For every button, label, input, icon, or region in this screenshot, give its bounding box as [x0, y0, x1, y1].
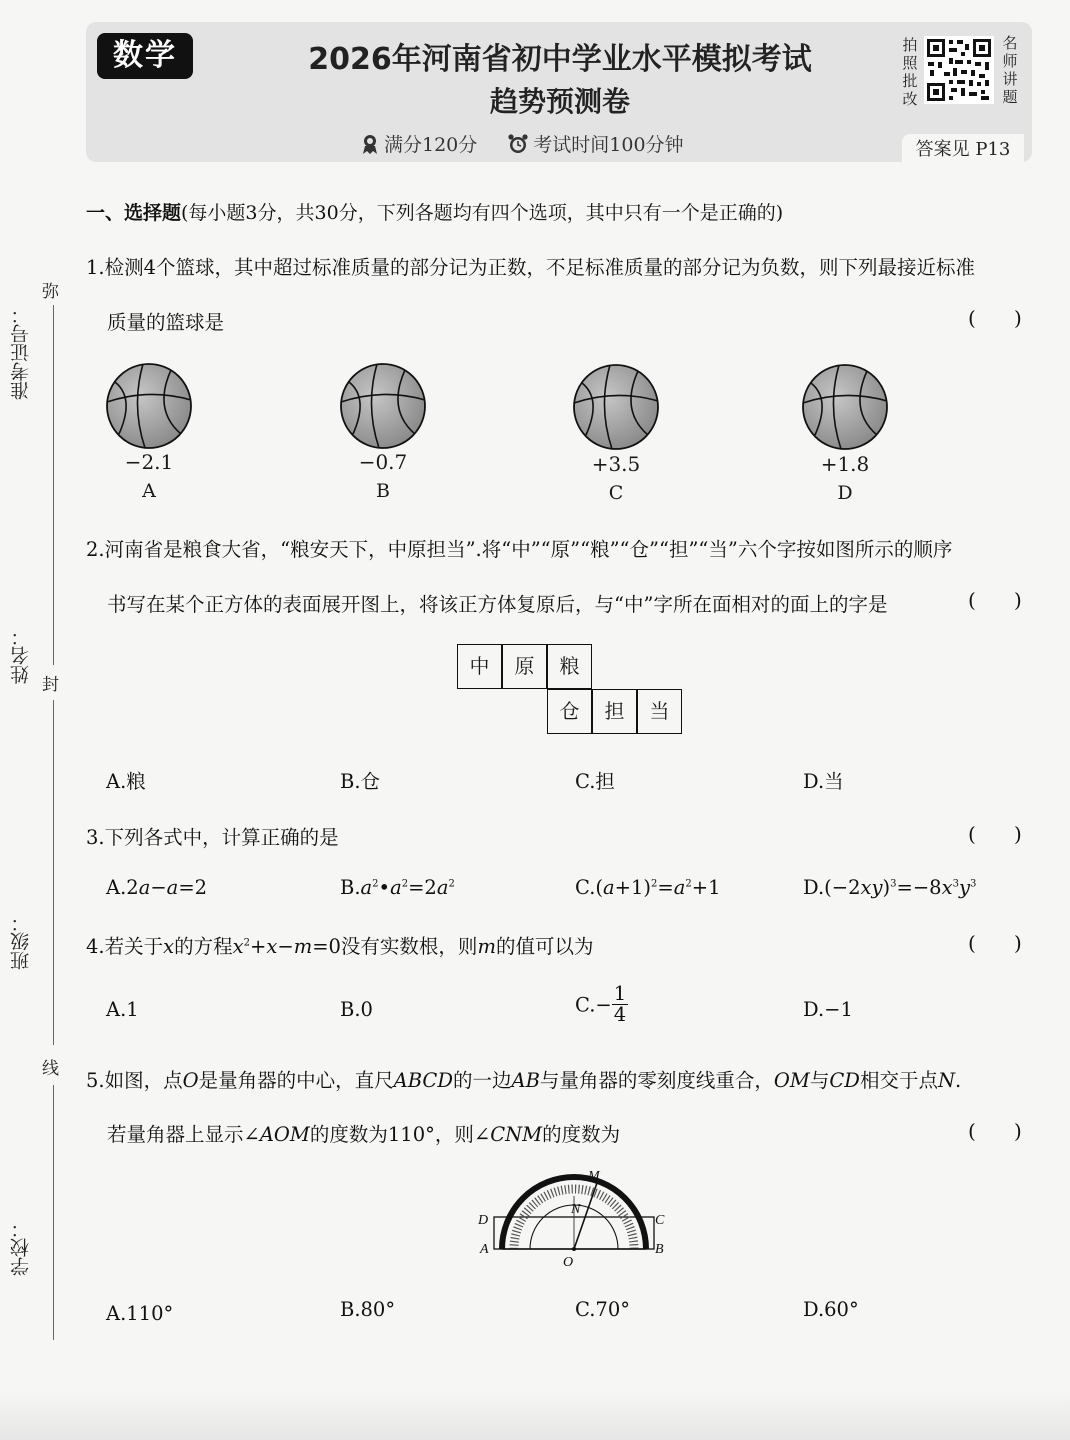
full-score-text: 满分120分: [384, 134, 478, 156]
exam-title: 2026年河南省初中学业水平模拟考试: [308, 42, 812, 77]
seal-line: [53, 305, 54, 665]
label-m: M: [588, 1169, 600, 1184]
q5-option-d[interactable]: D.60°: [803, 1298, 859, 1321]
fraction-one-quarter: $\frac{1}{4}$: [613, 982, 627, 1027]
q4-option-d[interactable]: D.−1: [803, 998, 853, 1021]
q4-stem: 4.若关于x的方程$x^2+x-m=0$没有实数根，则m的值可以为: [86, 935, 594, 958]
q4-answer-blank[interactable]: ( ): [968, 931, 1022, 955]
section-heading: [86, 198, 783, 225]
exam-time: [507, 130, 683, 157]
net-cell-dan: 担: [592, 689, 637, 734]
net-cell-yuan: 原: [502, 644, 547, 689]
qr-left-caption: 拍 照 批 改: [902, 36, 918, 108]
exam-subtitle: 趋势预测卷: [489, 85, 630, 118]
ball-option-b[interactable]: B: [376, 480, 390, 502]
label-o: O: [563, 1255, 574, 1270]
label-c: C: [655, 1213, 665, 1228]
basketball-d: [803, 365, 887, 449]
ball-option-c[interactable]: C: [608, 482, 624, 504]
basketball-figures: [100, 360, 920, 455]
q2-stem-line2: 书写在某个正方体的表面展开图上，将该正方体复原后，与“中”字所在面相对的面上的字是: [107, 593, 888, 616]
q3-answer-blank[interactable]: ( ): [968, 822, 1022, 846]
center-point-o: [572, 1247, 576, 1251]
ball-value-c: +3.5: [591, 452, 641, 476]
q4-option-c[interactable]: C.− $\frac{1}{4}$: [575, 982, 627, 1027]
margin-label-name: 姓名：: [10, 627, 32, 684]
ball-value-d: +1.8: [820, 452, 870, 476]
q2-option-b[interactable]: B.仓: [340, 770, 381, 793]
full-score: [360, 130, 477, 157]
subject-badge: 数学: [97, 33, 193, 79]
exam-time-text: 考试时间100分钟: [533, 134, 684, 156]
seal-line: [53, 700, 54, 1045]
q3-option-c[interactable]: $C.(a+1)^2=a^2+1$: [575, 876, 721, 899]
net-cell-zhong: 中: [457, 644, 502, 689]
q5-option-a[interactable]: A.110°: [106, 1302, 174, 1325]
q2-option-d[interactable]: D.当: [803, 770, 844, 793]
basketball-c: [574, 365, 658, 449]
exam-meta: [360, 130, 760, 157]
margin-label-class: 班级：: [10, 913, 32, 970]
page-bottom-shadow: [0, 1390, 1070, 1440]
ball-value-a: −2.1: [124, 450, 174, 474]
q2-answer-blank[interactable]: ( ): [968, 588, 1022, 612]
basketball-a: [107, 364, 191, 448]
net-cell-dang: 当: [637, 689, 682, 734]
label-d: D: [478, 1213, 489, 1228]
q4-option-a[interactable]: A.1: [106, 998, 139, 1021]
q1-stem-line2: 质量的篮球是: [107, 311, 225, 334]
q2-option-a[interactable]: A.粮: [106, 770, 146, 793]
net-cell-cang: 仓: [547, 689, 592, 734]
section-title: 一、选择题: [86, 202, 182, 224]
qr-code-icon: [924, 36, 994, 104]
alarm-clock-icon: [507, 133, 529, 155]
margin-label-school: 学校：: [10, 1219, 32, 1276]
answer-reference: 答案见 P13: [902, 134, 1024, 166]
q5-option-b[interactable]: B.80°: [340, 1298, 396, 1321]
seal-char-feng: 封: [42, 675, 59, 695]
label-a: A: [480, 1242, 489, 1257]
q5-option-c[interactable]: C.70°: [575, 1298, 630, 1321]
q1-stem-line1: 1.检测4个篮球，其中超过标准质量的部分记为正数，不足标准质量的部分记为负数，则下列最接近标准: [86, 256, 976, 279]
q5-answer-blank[interactable]: ( ): [968, 1119, 1022, 1143]
ball-option-a[interactable]: A: [142, 480, 156, 502]
q3-option-d[interactable]: $D.(-2xy)^3=-8x^3y^3$: [803, 876, 977, 899]
q5-stem-line2: 若量角器上显示∠AOM的度数为110°，则∠CNM的度数为: [107, 1123, 621, 1146]
q1-answer-blank[interactable]: ( ): [968, 306, 1022, 330]
protractor-figure: [470, 1166, 680, 1272]
qr-right-caption: 名 师 讲 题: [1002, 34, 1018, 106]
ball-option-d[interactable]: D: [837, 482, 853, 504]
q2-option-c[interactable]: C.担: [575, 770, 615, 793]
qr-code[interactable]: [924, 36, 994, 104]
q2-stem-line1: 2.河南省是粮食大省，“粮安天下，中原担当”.将“中”“原”“粮”“仓”“担”“当”六个字按如图所示的顺序: [86, 538, 953, 561]
label-n: N: [571, 1202, 581, 1217]
section-note: (每小题3分，共30分，下列各题均有四个选项，其中只有一个是正确的): [181, 202, 784, 224]
basketball-b: [341, 364, 425, 448]
medal-icon: [360, 133, 380, 155]
ball-value-b: −0.7: [358, 450, 408, 474]
label-b: B: [655, 1242, 664, 1257]
seal-char-mi: 弥: [42, 282, 59, 302]
q5-stem-line1: 5.如图，点O是量角器的中心，直尺ABCD的一边AB与量角器的零刻度线重合，OM与CD相交于点N.: [86, 1069, 962, 1092]
q4-option-b[interactable]: B.0: [340, 998, 373, 1021]
q3-stem: 3.下列各式中，计算正确的是: [86, 826, 339, 849]
q3-option-b[interactable]: $B.a^2•a^2=2a^2$: [340, 876, 455, 899]
q3-option-a[interactable]: A.2a−a=2: [106, 876, 208, 899]
seal-line: [53, 1085, 54, 1340]
margin-label-exam-id: 准考证号：: [10, 305, 32, 400]
net-cell-liang: 粮: [547, 644, 592, 689]
seal-char-xian: 线: [42, 1059, 59, 1079]
